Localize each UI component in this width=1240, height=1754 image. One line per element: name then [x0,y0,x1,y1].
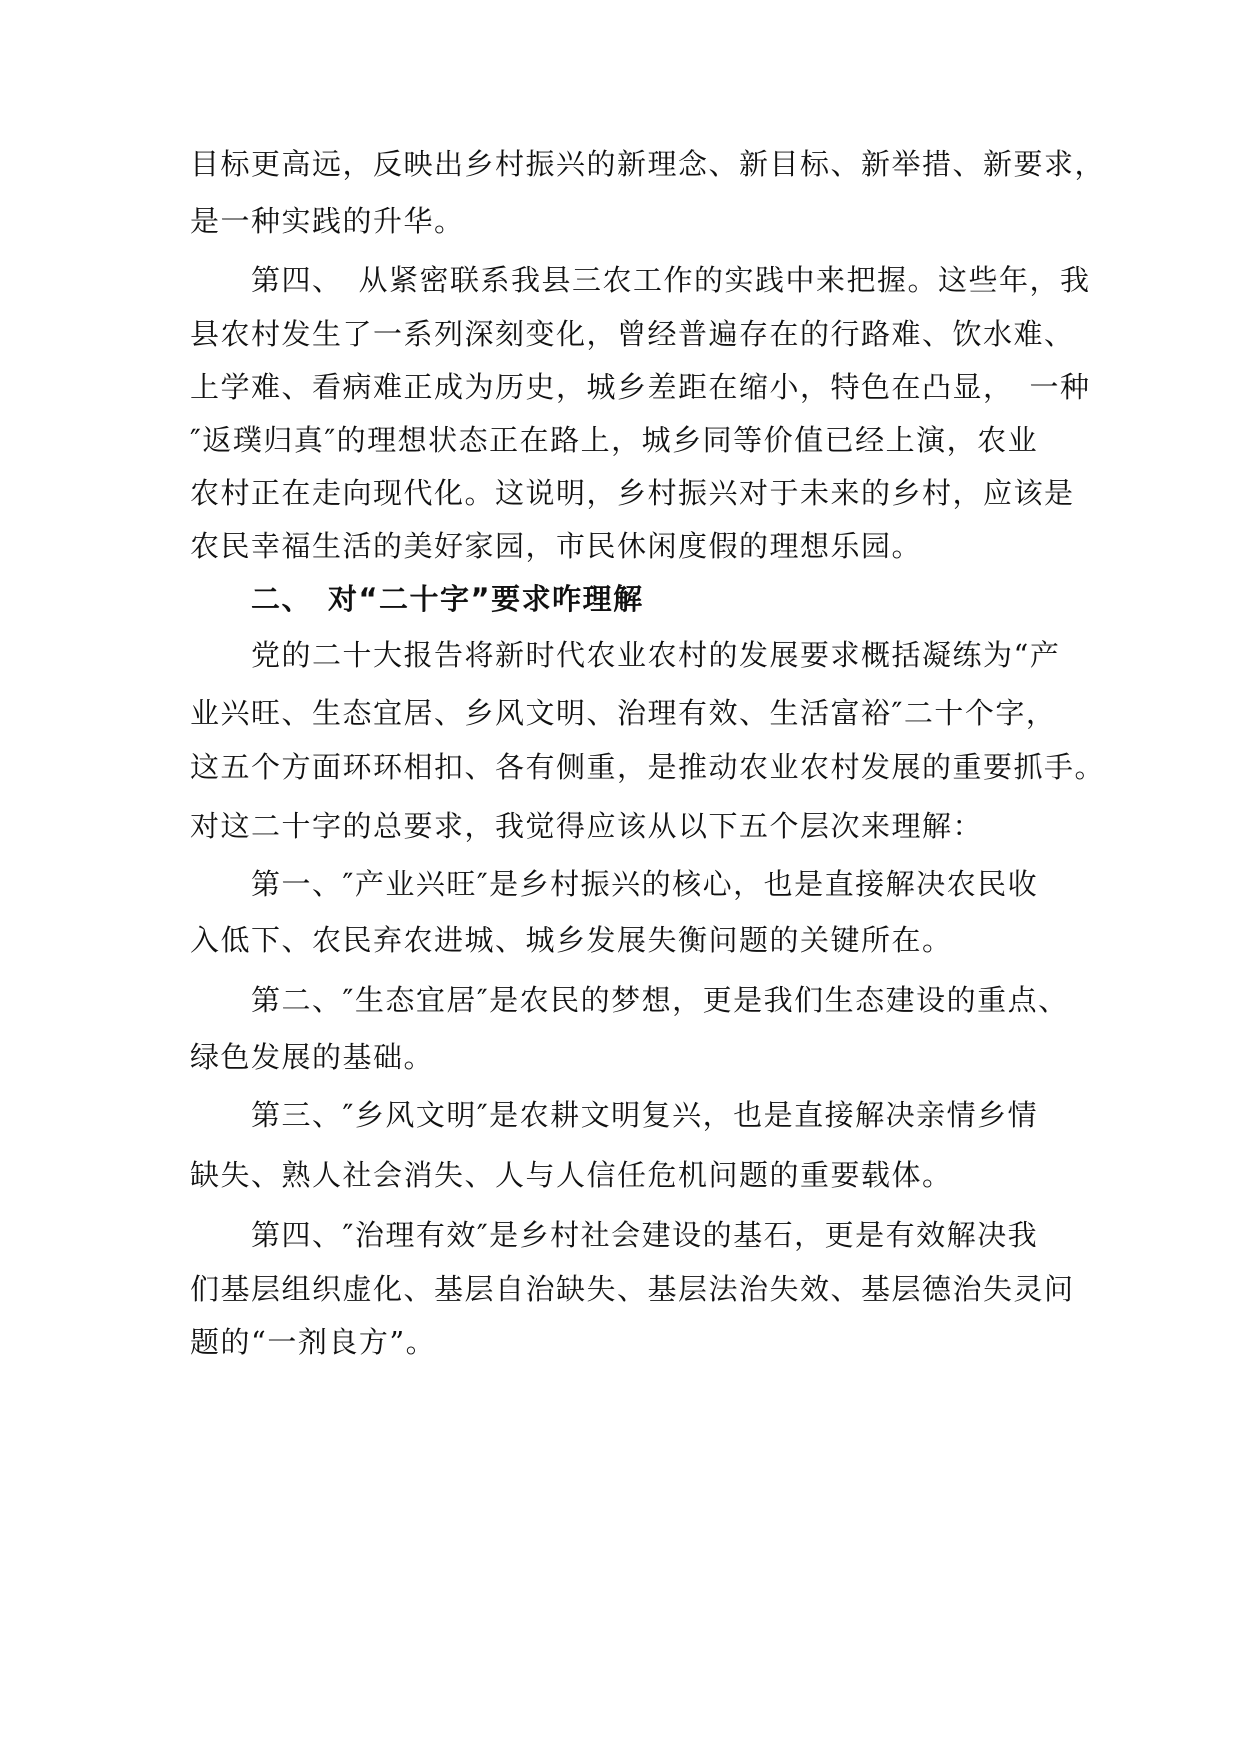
body-text-line: 缺失、熟人社会消失、人与人信任危机问题的重要载体。 [190,1158,953,1192]
body-text-line: 这五个方面环环相扣、各有侧重，是推动农业农村发展的重要抓手。 [190,750,1106,784]
body-text-line: 农民幸福生活的美好家园，市民休闲度假的理想乐园。 [190,529,923,563]
body-text-line: 上学难、看病难正成为历史，城乡差距在缩小，特色在凸显， 一种 [190,370,1091,404]
body-text-line: ″返璞归真″的理想状态正在路上，城乡同等价值已经上演，农业 [190,423,1039,457]
body-text-line: 是一种实践的升华。 [190,204,465,238]
body-text-line: 们基层组织虚化、基层自治缺失、基层法治失效、基层德治失灵问 [190,1272,1075,1306]
body-text-line: 业兴旺、生态宜居、乡风文明、治理有效、生活富裕″二十个字， [190,696,1057,730]
body-text-line: 第一、″产业兴旺″是乡村振兴的核心，也是直接解决农民收 [190,867,1039,901]
body-text-line: 绿色发展的基础。 [190,1040,435,1074]
body-text-line: 第四、″治理有效″是乡村社会建设的基石，更是有效解决我 [190,1218,1039,1252]
body-text-line: 题的“一剂良方”。 [190,1325,437,1359]
body-text-line: 第三、″乡风文明″是农耕文明复兴，也是直接解决亲情乡情 [190,1098,1039,1132]
paragraph-heading-line: 第四、 从紧密联系我县三农工作的实践中来把握。这些年，我 [190,263,1091,297]
body-text-line: 县农村发生了一系列深刻变化，曾经普遍存在的行路难、饮水难、 [190,317,1075,351]
body-text-line: 党的二十大报告将新时代农业农村的发展要求概括凝练为“产 [190,638,1061,672]
body-text-line: 对这二十字的总要求，我觉得应该从以下五个层次来理解： [190,809,984,843]
body-text-line: 入低下、农民弃农进城、城乡发展失衡问题的关键所在。 [190,923,953,957]
section-heading: 二、 对“二十字”要求咋理解 [190,582,644,616]
body-text-line: 目标更高远，反映出乡村振兴的新理念、新目标、新举措、新要求， [190,147,1106,181]
body-text-line: 第二、″生态宜居″是农民的梦想，更是我们生态建设的重点、 [190,983,1069,1017]
body-text-line: 农村正在走向现代化。这说明，乡村振兴对于未来的乡村，应该是 [190,476,1075,510]
